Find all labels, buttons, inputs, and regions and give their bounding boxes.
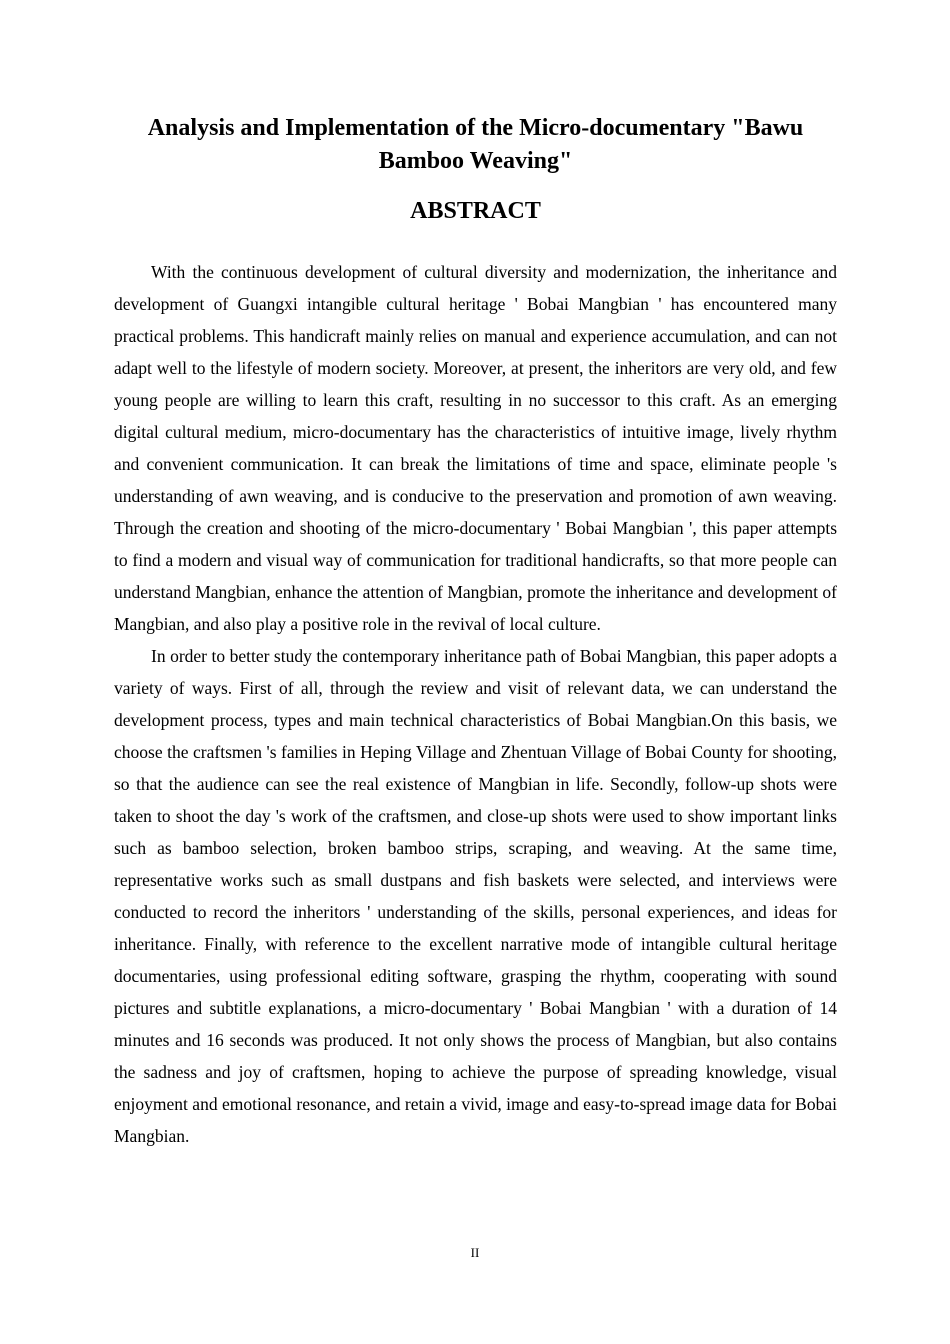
document-title: Analysis and Implementation of the Micro-documentary "Bawu Bamboo Weaving" <box>147 115 804 174</box>
document-page <box>114 112 837 1152</box>
abstract-paragraph: In order to better study the contemporary inheritance path of Bobai Mangbian, this paper adopts a variety of ways. First of all, through the review and visit of relevant data, we can understand the development process, types and main technical characteristics of Bobai Mangbian.On this basis, we choose the craftsmen 's families in Heping Village and Zhentuan Village of Bobai County for shooting, so that the audience can see the real existence of Mangbian in life. Secondly, follow-up shots were taken to shoot the day 's work of the craftsmen, and close-up shots were used to show important links such as bamboo selection, broken bamboo strips, scraping, and weaving. At the same time, representative works such as small dustpans and fish baskets were selected, and interviews were conducted to record the inheritors ' understanding of the skills, personal experiences, and ideas for inheritance. Finally, with reference to the excellent narrative mode of intangible cultural heritage documentaries, using professional editing software, grasping the rhythm, cooperating with sound pictures and subtitle explanations, a micro-documentary ' Bobai Mangbian ' with a duration of 14 minutes and 16 seconds was produced. It not only shows the process of Mangbian, but also contains the sadness and joy of craftsmen, hoping to achieve the purpose of spreading knowledge, visual enjoyment and emotional resonance, and retain a vivid, image and easy-to-spread image data for Bobai Mangbian. <box>114 646 837 1146</box>
abstract-paragraph: With the continuous development of cultural diversity and modernization, the inheritance and development of Guangxi intangible cultural heritage ' Bobai Mangbian ' has encountered many practical problems. This handicraft mainly relies on manual and experience accumulation, and can not adapt well to the lifestyle of modern society. Moreover, at present, the inheritors are very old, and few young people are willing to learn this craft, resulting in no successor to this craft. As an emerging digital cultural medium, micro-documentary has the characteristics of intuitive image, lively rhythm and convenient communication. It can break the limitations of time and space, eliminate people 's understanding of awn weaving, and is conducive to the preservation and promotion of awn weaving. Through the creation and shooting of the micro-documentary ' Bobai Mangbian ', this paper attempts to find a modern and visual way of communication for traditional handicrafts, so that more people can understand Mangbian, enhance the attention of Mangbian, promote the inheritance and development of Mangbian, and also play a positive role in the revival of local culture. <box>114 262 837 634</box>
page-number: II <box>470 1245 480 1260</box>
abstract-heading: ABSTRACT <box>410 198 541 224</box>
abstract-body <box>114 256 837 1152</box>
